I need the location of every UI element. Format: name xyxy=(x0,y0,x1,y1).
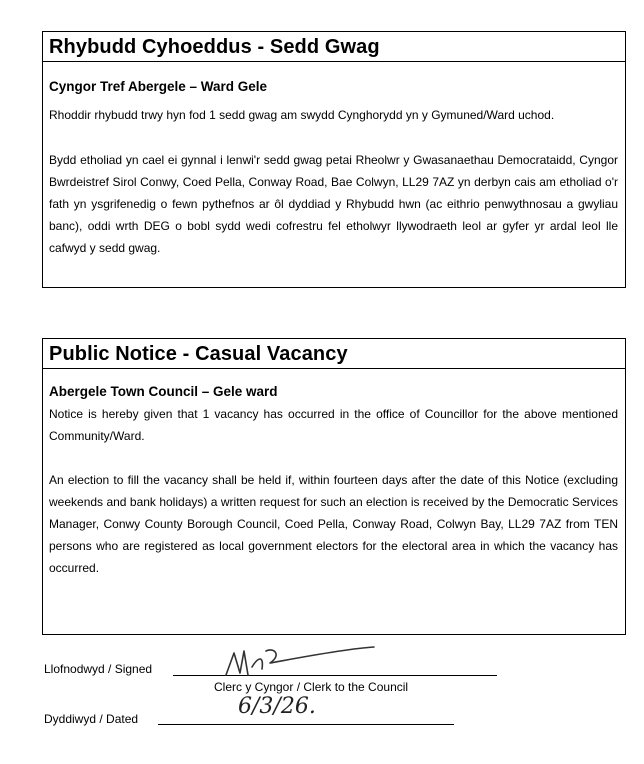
english-notice-box xyxy=(42,338,626,635)
handwritten-date: 6/3/26. xyxy=(238,694,316,719)
welsh-notice-paragraph-1: Rhoddir rhybudd trwy hyn fod 1 sedd gwag am swydd Cynghorydd yn y Gymuned/Ward uchod. xyxy=(49,108,555,122)
welsh-notice-box xyxy=(42,31,626,288)
english-notice-title: Public Notice - Casual Vacancy xyxy=(49,343,348,365)
welsh-notice-title: Rhybudd Cyhoeddus - Sedd Gwag xyxy=(49,36,380,58)
welsh-title-row xyxy=(43,32,625,62)
welsh-notice-subtitle: Cyngor Tref Abergele – Ward Gele xyxy=(49,79,268,94)
english-notice-paragraph-1: Notice is hereby given that 1 vacancy has occurred in the office of Councillor for the above mentioned Community/Ward. xyxy=(49,407,618,443)
english-title-row xyxy=(43,339,625,369)
welsh-notice-paragraph-2: Bydd etholiad yn cael ei gynnal i lenwi'r sedd gwag petai Rheolwr y Gwasanaethau Democrataidd, Cyngor Bwrdeistref Sirol Conwy, Coed Pella, Conway Road, Bae Colwyn, LL29 7AZ yn derbyn cais am etholiad o'r fath yn ysgrifenedig o fewn pythefnos ar ôl dyddiad y Rhybudd hwn (ac eithrio penwythnosau a gwyliau banc), oddi wrth DEG o bobl sydd wedi cofrestru fel etholwyr llywodraeth leol ar gyfer yr ardal leol lle cafwyd y sedd gwag. xyxy=(49,153,618,255)
dated-line xyxy=(158,724,454,725)
signature-mark xyxy=(222,645,382,681)
dated-label: Dyddiwyd / Dated xyxy=(44,712,139,726)
english-notice-paragraph-2: An election to fill the vacancy shall be held if, within fourteen days after the date of this Notice (excluding weekends and bank holidays) a written request for such an election is received by the Democratic Services Manager, Conwy County Borough Council, Coed Pella, Conway Road, Colwyn Bay, LL29 7AZ from TEN persons who are registered as local government electors for the electoral area in which the vacancy has occurred. xyxy=(49,473,618,575)
signature-caption: Clerc y Cyngor / Clerk to the Council xyxy=(214,680,409,694)
english-notice-subtitle: Abergele Town Council – Gele ward xyxy=(49,384,278,399)
signed-label: Llofnodwyd / Signed xyxy=(44,662,153,676)
